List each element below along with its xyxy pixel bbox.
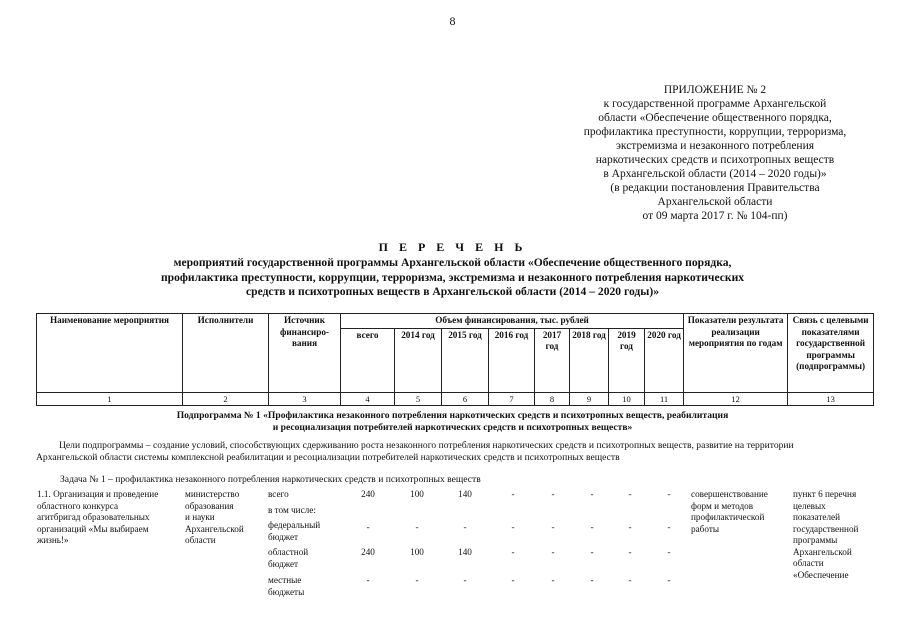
activity-link [793,489,858,581]
subprogram-heading [0,410,905,434]
header-table [36,313,874,406]
source-federal [268,520,320,543]
column-number: 11 [645,392,684,405]
column-header-year: 2015 год [442,328,489,392]
funding-value: - [667,547,671,557]
appendix-line: наркотических средств и психотропных веществ [595,154,835,166]
subtitle-line: мероприятий государственной программы Архангельской области «Обеспечение общественного порядка, [173,256,732,269]
funding-value: - [590,575,594,585]
funding-value: - [551,575,555,585]
column-header-source: Источник финансиро-вания [269,314,341,393]
appendix-line: от 09 марта 2017 г. № 104-пп) [642,210,788,222]
funding-value: - [590,547,594,557]
subprogram-line: и ресоциализация потребителей наркотических средств и психотропных веществ» [272,422,633,433]
link-line: «Обеспечение [793,569,849,580]
column-number: 4 [341,392,395,405]
activity-indicators [691,489,768,535]
indicator-line: профилактической [691,512,765,522]
column-number: 9 [570,392,609,405]
funding-value: - [511,489,515,499]
column-number: 10 [609,392,645,405]
page-number: 8 [449,14,456,28]
indicator-line: форм и методов [691,500,754,511]
column-header-total: всего [341,328,395,392]
source-regional [268,547,308,570]
appendix-line: экстремизма и незаконного потребления [615,140,815,152]
funding-value: - [551,522,555,532]
funding-value: 240 [361,547,375,557]
funding-value: - [511,522,515,532]
column-header-year: 2017 год [535,328,570,392]
funding-value: - [590,522,594,532]
column-header-name: Наименование мероприятия [37,314,183,393]
appendix-line: профилактика преступности, коррупции, терроризма, [583,126,847,138]
activity-name-line: агитбригад образовательных [37,512,150,522]
column-header-year: 2020 год [645,328,684,392]
funding-value: 100 [410,489,424,499]
subtitle-line: профилактика преступности, коррупции, терроризма, экстремизма и незаконного потребления наркотических [160,270,745,284]
appendix-line: к государственной программе Архангельской [603,98,827,110]
executor-line: образования [185,500,234,511]
funding-value: - [590,489,594,499]
link-line: показателей [793,512,841,522]
executor-line: Архангельской [185,523,244,534]
funding-value: 140 [458,489,472,499]
column-header-link: Связь с целевыми показателями государственной программы (подпрограммы) [788,314,874,393]
activity-name-line: областного конкурса [37,500,119,511]
executor-line: и науки [185,512,215,522]
goals-line: Цели подпрограммы – создание условий, способствующих сдерживанию роста незаконного потребления наркотических средств и психотропных веществ, развитие на территории [59,440,794,451]
goals-line: Архангельской области системы комплексной реабилитации и ресоциализации потребителей наркотических средств и психотропных веществ [36,452,620,463]
funding-value: - [628,522,632,532]
activity-name-line: жизнь!» [37,535,69,545]
column-number: 3 [269,392,341,405]
funding-value: - [667,522,671,532]
appendix-header [540,83,890,223]
appendix-line: в Архангельской области (2014 – 2020 годы)» [603,168,827,180]
funding-value: 100 [410,547,424,557]
source-line: бюджеты [268,586,305,597]
column-header-indicators: Показатели результата реализации мероприятия по годам [684,314,788,393]
column-number: 2 [183,392,269,405]
link-line: программы [793,535,838,545]
funding-value: - [667,489,671,499]
funding-value: - [366,522,370,532]
appendix-line: (в редакции постановления Правительства [610,182,820,194]
funding-value: - [628,489,632,499]
document-subtitle [0,256,905,300]
appendix-line: ПРИЛОЖЕНИЕ № 2 [663,84,767,96]
appendix-line: Архангельской области [657,196,773,208]
source-line: областной [268,547,309,557]
column-header-executors: Исполнители [183,314,269,393]
column-number: 7 [489,392,535,405]
source-total: всего [268,489,289,499]
column-number: 8 [535,392,570,405]
column-header-year: 2014 год [395,328,442,392]
column-number: 5 [395,392,442,405]
source-line: бюджет [268,558,299,569]
subprogram-line: Подпрограмма № 1 «Профилактика незаконного потребления наркотических средств и психотропных веществ, реабилитация [176,410,729,421]
column-header-year: 2016 год [489,328,535,392]
activity-name-line: организаций «Мы выбираем [37,523,149,534]
funding-value: 140 [458,547,472,557]
funding-value: - [415,575,419,585]
task-heading: Задача № 1 – профилактика незаконного потребления наркотических средств и психотропных веществ [60,474,481,485]
appendix-line: области «Обеспечение общественного порядка, [598,112,832,124]
link-line: пункт 6 перечня [793,489,857,499]
funding-value: - [511,547,515,557]
source-including: в том числе: [268,505,316,515]
funding-value: - [551,547,555,557]
source-line: федеральный [268,520,321,530]
funding-value: - [551,489,555,499]
column-number: 6 [442,392,489,405]
executor-line: министерство [185,489,240,499]
funding-value: - [463,575,467,585]
column-header-funding: Объем финансирования, тыс. рублей [341,314,684,329]
source-line: бюджет [268,531,299,542]
funding-value: - [463,522,467,532]
column-number: 1 [37,392,183,405]
funding-value: - [366,575,370,585]
document-title: П Е Р Е Ч Е Н Ь [378,240,527,254]
column-header-year: 2018 год [570,328,609,392]
link-line: государственной [793,523,859,534]
column-number: 13 [788,392,874,405]
link-line: Архангельской [793,546,852,557]
activity-name [37,489,158,547]
executor-line: области [185,535,216,545]
link-line: области [793,558,824,568]
indicator-line: совершенствование [691,489,768,499]
source-line: местные [268,575,302,585]
funding-value: - [628,547,632,557]
funding-value: - [511,575,515,585]
column-number: 12 [684,392,788,405]
funding-value: 240 [361,489,375,499]
funding-value: - [628,575,632,585]
funding-value: - [667,575,671,585]
subtitle-line: средств и психотропных веществ в Архангельской области (2014 – 2020 годы)» [245,285,659,298]
funding-value: - [415,522,419,532]
activity-name-line: 1.1. Организация и проведение [37,489,159,499]
link-line: целевых [793,500,826,511]
column-header-year: 2019 год [609,328,645,392]
source-local [268,575,304,598]
subprogram-goals [36,440,876,464]
activity-executor [185,489,244,547]
indicator-line: работы [691,523,720,534]
